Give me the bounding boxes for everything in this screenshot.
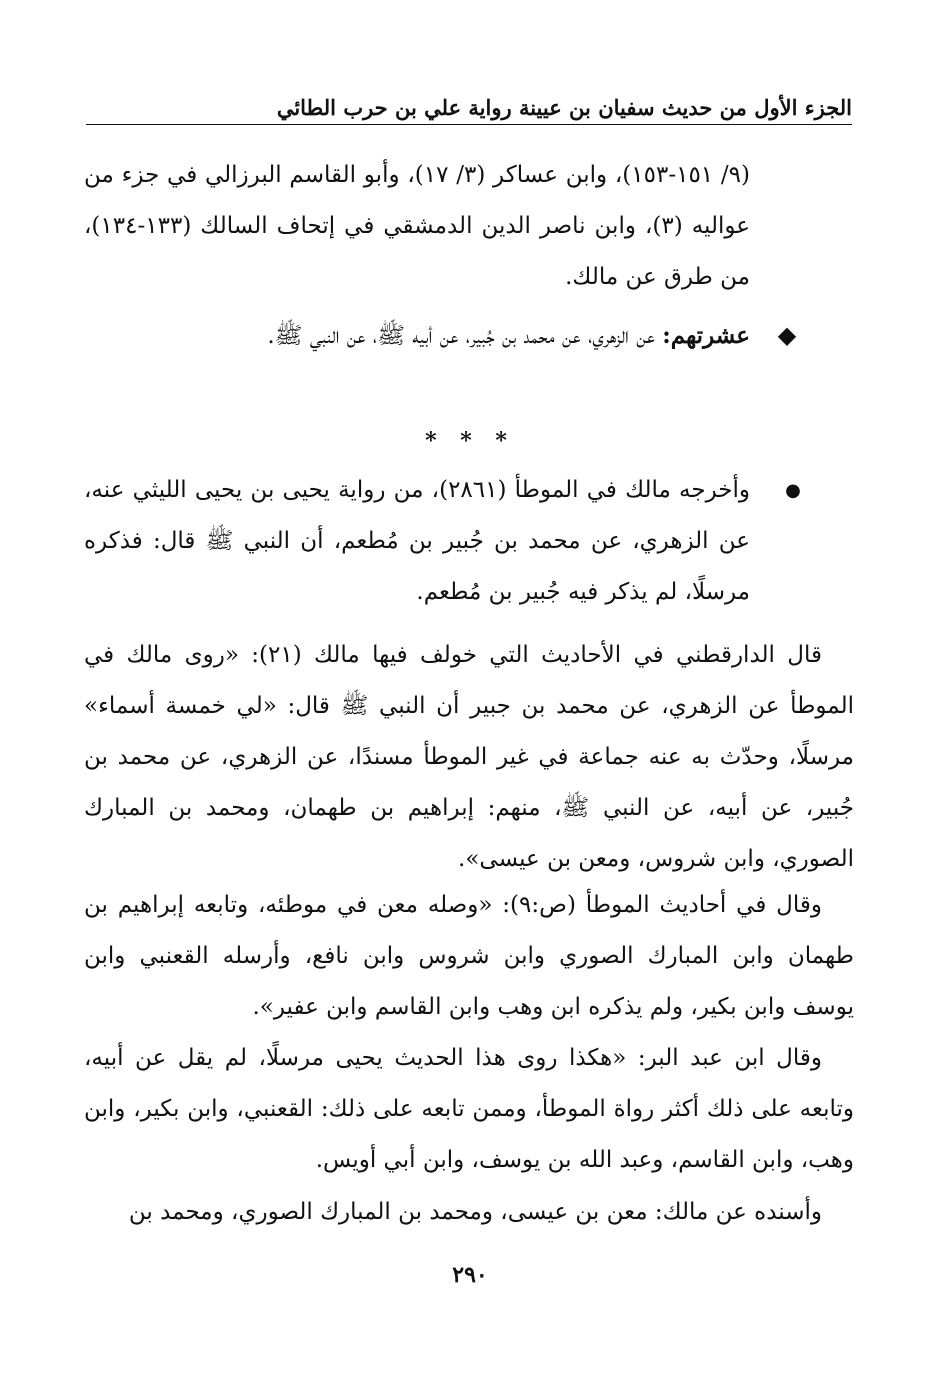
- ibn-abd-al-barr-paragraph: وقال ابن عبد البر: «هكذا روى هذا الحديث يحيى مرسلًا، لم يقل عن أبيه، وتابعه على ذلك أكثر رواة الموطأ، وممن تابعه على ذلك: القعنبي، وابن بكير، وابن وهب، وابن القاسم، وعبد الله بن يوسف، وابن أبي أويس.: [84, 1045, 854, 1173]
- section-separator: * * *: [425, 428, 515, 454]
- page-number: ٢٩٠: [452, 1262, 488, 1288]
- isnad-paragraph: وأسنده عن مالك: معن بن عيسى، ومحمد بن المبارك الصوري، ومحمد بن: [128, 1199, 822, 1225]
- running-header: الجزء الأول من حديث سفيان بن عيينة رواية علي بن حرب الطائي: [276, 95, 852, 120]
- bullet-icon: ●: [785, 480, 801, 501]
- muwatta-hadith-paragraph: وقال في أحاديث الموطأ (ص:٩): «وصله معن في موطئه، وتابعه إبراهيم بن طهمان وابن المبارك الصوري وابن شروس وابن نافع، وأرسله القعنبي وابن يوسف وابن بكير، ولم يذكره ابن وهب وابن القاسم وابن عفير».: [84, 892, 854, 1020]
- narrators-text: عن الزهري، عن محمد بن جُبير، عن أبيه ﷺ، عن النبي ﷺ.: [267, 323, 663, 349]
- daraqutni-paragraph: قال الدارقطني في الأحاديث التي خولف فيها مالك (٢١): «روى مالك في الموطأ عن الزهري، عن محمد بن جبير أن النبي ﷺ قال: «لي خمسة أسماء» مرسلًا، وحدّث به عنه جماعة في غير الموطأ مسندًا، عن الزهري، عن محمد بن جُبير، عن أبيه، عن النبي ﷺ، منهم: إبراهيم بن طهمان، ومحمد بن المبارك الصوري، وابن شروس، ومعن بن عيسى».: [84, 642, 854, 872]
- citation-continuation: (٩/ ١٥١-١٥٣)، وابن عساكر (٣/ ١٧)، وأبو القاسم البرزالي في جزء من عواليه (٣)، وابن ناصر الدين الدمشقي في إتحاف السالك (١٣٣-١٣٤)، من طرق عن مالك.: [84, 162, 751, 290]
- narrators-lead: عشرتهم:: [662, 322, 750, 349]
- muwatta-paragraph: وأخرجه مالك في الموطأ (٢٨٦١)، من رواية يحيى بن يحيى الليثي عنه، عن الزهري، عن محمد بن جُبير بن مُطعم، أن النبي ﷺ قال: فذكره مرسلًا، لم يذكر فيه جُبير بن مُطعم.: [84, 477, 750, 605]
- diamond-icon: ◆: [777, 321, 797, 349]
- narrators-paragraph: [84, 310, 750, 414]
- header-rule: [86, 124, 852, 125]
